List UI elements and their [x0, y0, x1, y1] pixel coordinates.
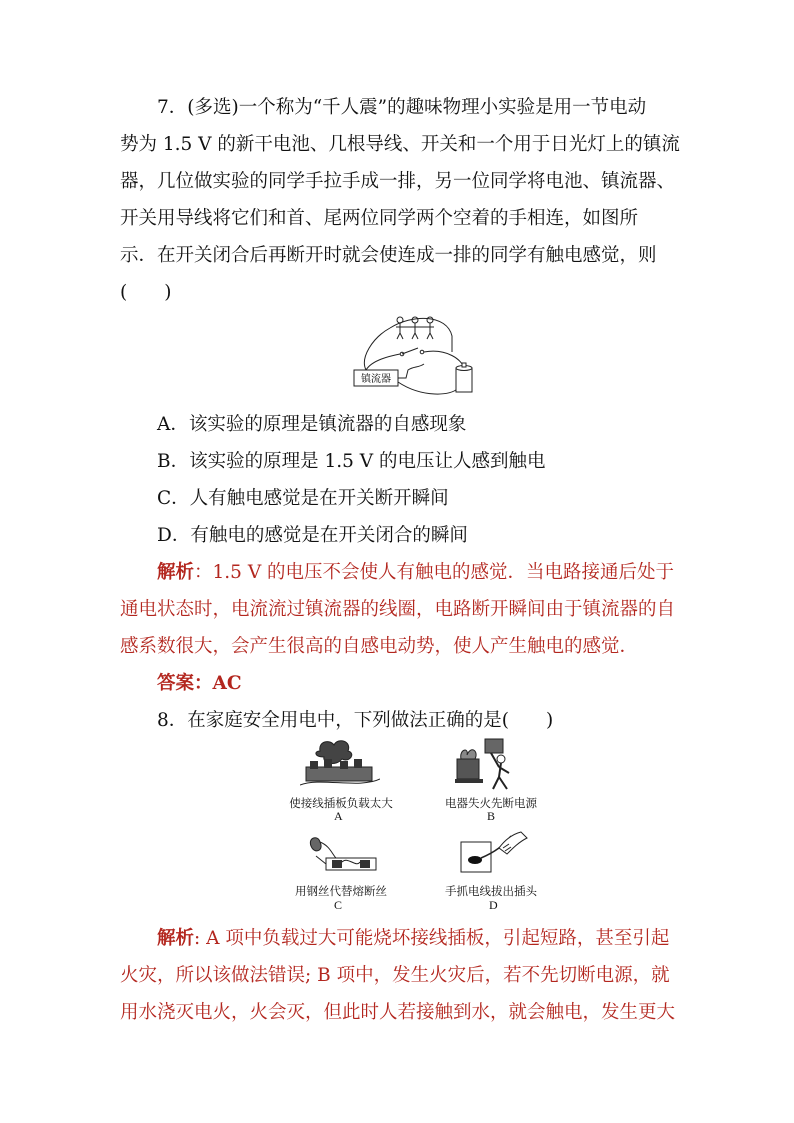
figure-a-letter: A — [334, 809, 343, 823]
figure-b-caption: 电器失火先断电源 — [445, 796, 537, 810]
figure-d-pull-cord — [455, 826, 531, 878]
q7-answer — [157, 671, 242, 697]
q8-analysis-text: : A 项中负载过大可能烧坏接线插板，引起短路，甚至引起 — [194, 928, 670, 949]
q7-line-6: ( ) — [120, 282, 172, 303]
q8-analysis-line-2: 火灾，所以该做法错误; B 项中，发生火灾后，若不先切断电源，就 — [120, 965, 670, 986]
q7-analysis-line-3: 感系数很大，会产生很高的自感电动势，使人产生触电的感觉． — [120, 636, 639, 657]
figure-b-letter: B — [487, 809, 496, 823]
ballast-circuit-figure — [352, 308, 482, 400]
option-d: D．有触电的感觉是在开关闭合的瞬间 — [157, 525, 468, 546]
q8-analysis-line-3: 用水浇灭电火，火会灭，但此时人若接触到水，就会触电，发生更大 — [120, 1002, 676, 1023]
q7-analysis-line-1 — [157, 560, 674, 586]
ballast-label: 镇流器 — [361, 374, 391, 385]
q7-analysis-line-2: 通电状态时，电流流过镇流器的线圈，电路断开瞬间由于镇流器的自 — [120, 599, 676, 620]
figure-d-caption: 手抓电线拔出插头 — [445, 884, 537, 898]
figure-d-letter: D — [489, 898, 498, 912]
figure-b-cut-power — [455, 735, 521, 791]
figure-c-letter: C — [334, 898, 343, 912]
q7-line-2: 势为 1.5 V 的新干电池、几根导线、开关和一个用于日光灯上的镇流 — [120, 134, 680, 155]
answer-label: 答案 — [157, 673, 195, 694]
figure-c-steel-wire-fuse — [306, 828, 382, 876]
q7-line-3: 器，几位做实验的同学手拉手成一排，另一位同学将电池、镇流器、 — [120, 171, 676, 192]
q8-stem: 8．在家庭安全用电中，下列做法正确的是( ) — [157, 710, 554, 731]
option-a: A．该实验的原理是镇流器的自感现象 — [157, 414, 467, 435]
switch-icon — [366, 348, 464, 370]
figure-c-caption: 用钢丝代替熔断丝 — [295, 884, 387, 898]
students-icon — [396, 317, 434, 339]
figure-a-overloaded-strip — [300, 737, 380, 789]
analysis-text: ：1.5 V 的电压不会使人有触电的感觉．当电路接通后处于 — [194, 562, 675, 583]
option-c: C．人有触电感觉是在开关断开瞬间 — [157, 488, 449, 509]
battery-icon — [456, 363, 472, 392]
q8-analysis-label: 解析 — [157, 928, 195, 949]
q7-line-5: 示．在开关闭合后再断开时就会使连成一排的同学有触电感觉，则 — [120, 245, 657, 266]
q7-line-1: 7．(多选)一个称为“千人震”的趣味物理小实验是用一节电动 — [157, 97, 647, 118]
analysis-label: 解析 — [157, 562, 195, 583]
figure-a-caption: 使接线插板负载太大 — [289, 796, 393, 810]
option-b: B．该实验的原理是 1.5 V 的电压让人感到触电 — [157, 451, 546, 472]
answer-value: ：AC — [194, 673, 242, 694]
q8-analysis-line-1 — [157, 926, 669, 952]
q7-line-4: 开关用导线将它们和首、尾两位同学两个空着的手相连，如图所 — [120, 208, 639, 229]
